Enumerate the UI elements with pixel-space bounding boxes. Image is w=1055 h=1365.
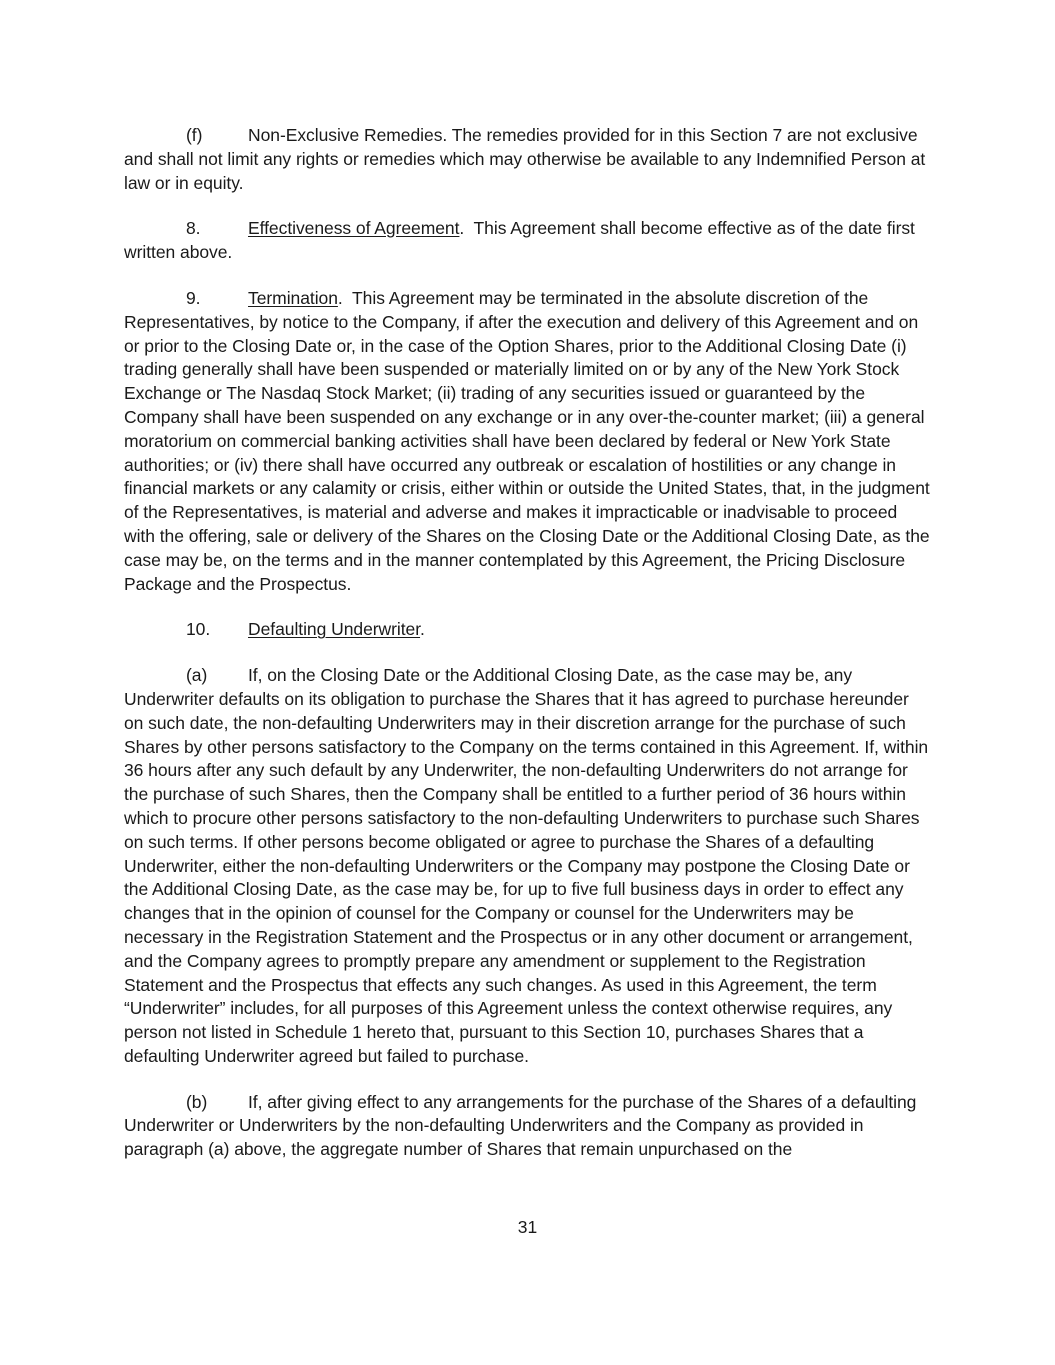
paragraph-number: 9. <box>186 287 201 308</box>
paragraph-text: This Agreement may be terminated in the absolute discretion of the Representatives, by notice to the Company, if after the execution and delivery of this Agreement and on or prior to the Closing Date or, in the case of the Option Shares, prior to the Additional Closing Date (i) trading generally shall have been suspended or materially limited on or by any of the New York Stock Exchange or The Nasdaq Stock Market; (ii) trading of any securities issued or guaranteed by the Company shall have been suspended on any exchange or in any over-the-counter market; (iii) a general moratorium on commercial banking activities shall have been declared by federal or New York State authorities; or (iv) there shall have occurred any outbreak or escalation of hostilities or any change in financial markets or any calamity or crisis, either within or outside the United States, that, in the judgment of the Representatives, is material and adverse and makes it impracticable or inadvisable to proceed with the offering, sale or delivery of the Shares on the Closing Date or the Additional Closing Date, as the case may be, on the terms and in the manner contemplated by this Agreement, the Pricing Disclosure Package and the Prospectus. <box>124 287 935 594</box>
paragraph-text: Non-Exclusive Remedies. The remedies provided for in this Section 7 are not exclusive and shall not limit any rights or remedies which may otherwise be available to any Indemnified Person at law or in equity. <box>124 125 926 193</box>
paragraph-10a <box>124 664 932 1069</box>
paragraph-number: 8. <box>186 218 201 239</box>
paragraph-9 <box>124 287 935 596</box>
paragraph-7f <box>124 124 932 195</box>
paragraph-number: (a) <box>186 665 208 686</box>
paragraph-10b <box>124 1091 932 1162</box>
paragraph-number: (f) <box>186 125 203 145</box>
page-number: 31 <box>517 1217 538 1237</box>
paragraph-number: 10. <box>186 619 211 640</box>
section-heading: Defaulting Underwriter <box>248 619 421 640</box>
document-page <box>124 124 935 1184</box>
heading-period: . <box>420 619 425 640</box>
paragraph-8 <box>124 217 932 265</box>
paragraph-number: (b) <box>186 1091 208 1112</box>
paragraph-text: This Agreement shall become effective as of the date first written above. <box>124 218 920 263</box>
paragraph-text: If, after giving effect to any arrangements for the purchase of the Shares of a defaulting Underwriter or Underwriters by the non-defaulting Underwriters and the Company as provided in paragraph (a) above, the aggregate number of Shares that remain unpurchased on the <box>124 1091 917 1160</box>
section-heading: Termination <box>248 287 338 308</box>
paragraph-10 <box>124 618 932 642</box>
section-heading: Effectiveness of Agreement <box>248 218 460 239</box>
heading-period: . <box>337 287 343 308</box>
paragraph-text: If, on the Closing Date or the Additional Closing Date, as the case may be, any Underwriter defaults on its obligation to purchase the Shares that it has agreed to purchase hereunder on such date, the non-defaulting Underwriters may in their discretion arrange for the purchase of such Shares by other persons satisfactory to the Company on the terms contained in this Agreement. If, within 36 hours after any such default by any Underwriter, the non-defaulting Underwriters do not arrange for the purchase of such Shares, then the Company shall be entitled to a further period of 36 hours within which to procure other persons satisfactory to the non-defaulting Underwriters to purchase such Shares on such terms. If other persons become obligated or agree to purchase the Shares of a defaulting Underwriter, either the non-defaulting Underwriters or the Company may postpone the Closing Date or the Additional Closing Date, as the case may be, for up to five full business days in order to effect any changes that in the opinion of counsel for the Company or counsel for the Underwriters may be necessary in the Registration Statement and the Prospectus or in any other document or arrangement, and the Company agrees to promptly prepare any amendment or supplement to the Registration Statement and the Prospectus that effects any such changes. As used in this Agreement, the term “Underwriter” includes, for all purposes of this Agreement unless the context otherwise requires, any person not listed in Schedule 1 hereto that, pursuant to this Section 10, purchases Shares that a defaulting Underwriter agreed but failed to purchase. <box>124 665 929 1066</box>
heading-period: . <box>459 218 465 239</box>
